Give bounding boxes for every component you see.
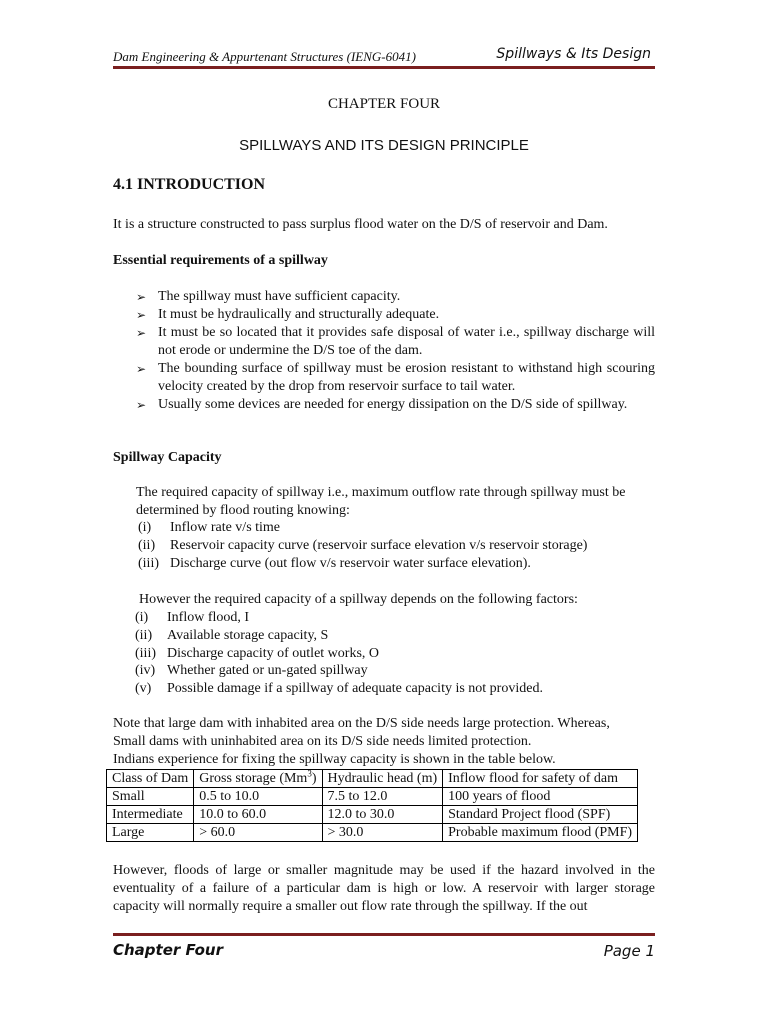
list-item xyxy=(138,537,587,555)
list-text: Inflow rate v/s time xyxy=(170,520,281,535)
list-item xyxy=(138,555,587,573)
table-header-cell: Class of Dam xyxy=(107,770,194,788)
table-cell: 0.5 to 10.0 xyxy=(194,788,322,806)
note-paragraph xyxy=(113,715,658,769)
closing-paragraph: However, floods of large or smaller magnitude may be used if the hazard involved in the eventuality of a failure of a particular dam is high or low. A reservoir with larger storage capacity will normally require a smaller out flow rate through the spillway. If the out xyxy=(113,863,655,914)
list-number: (ii) xyxy=(135,627,153,643)
list-item: ➢ The spillway must have sufficient capacity. xyxy=(136,288,655,306)
list-text: Inflow flood, I xyxy=(167,610,250,625)
header-course-title: Dam Engineering & Appurtenant Structures (IENG-6041) xyxy=(113,49,416,64)
table-header-row xyxy=(107,770,638,788)
capacity-paragraph: The required capacity of spillway i.e., maximum outflow rate through spillway must be determined by flood routing knowing: xyxy=(136,485,626,518)
table-header-cell: Gross storage (Mm$^3$) xyxy=(194,770,322,788)
list-number: (iii) xyxy=(138,555,159,571)
note-line: Small dams with uninhabited area on its D/S side needs limited protection. xyxy=(113,734,532,749)
table-row xyxy=(107,788,638,806)
footer-rule xyxy=(113,933,655,936)
intro-text: It is a structure constructed to pass surplus flood water on the D/S of reservoir and Dam. xyxy=(113,217,608,232)
list-text: Whether gated or un-gated spillway xyxy=(167,663,368,679)
table-cell: Probable maximum flood (PMF) xyxy=(443,824,638,842)
spillway-capacity-heading: Spillway Capacity xyxy=(113,450,222,465)
table-row xyxy=(107,824,638,842)
header-chapter-title: Spillways & Its Design xyxy=(496,46,651,62)
list-number: (iii) xyxy=(135,645,156,661)
list-item xyxy=(135,645,543,663)
list-text: Reservoir capacity curve (reservoir surface elevation v/s reservoir storage) xyxy=(170,537,588,553)
table-cell: Large xyxy=(107,824,194,842)
note-line: Note that large dam with inhabited area on the D/S side needs large protection. Whereas, xyxy=(113,716,610,731)
section-heading: 4.1 INTRODUCTION xyxy=(113,176,266,193)
list-number: (i) xyxy=(135,610,149,625)
table-cell: Standard Project flood (SPF) xyxy=(443,806,638,824)
factors-list xyxy=(135,609,543,698)
list-number: (v) xyxy=(135,681,152,697)
table-cell: Small xyxy=(107,788,194,806)
list-item: ➢ It must be hydraulically and structurally adequate. xyxy=(136,306,655,324)
footer-chapter: Chapter Four xyxy=(113,941,223,959)
list-text: Available storage capacity, S xyxy=(167,627,329,643)
factors-intro: However the required capacity of a spillway depends on the following factors: xyxy=(139,592,578,607)
list-text: Discharge curve (out flow v/s reservoir water surface elevation). xyxy=(170,555,531,571)
table-header-cell: Inflow flood for safety of dam xyxy=(443,770,638,788)
flood-routing-list xyxy=(138,519,587,572)
table-header-cell: Hydraulic head (m) xyxy=(322,770,443,788)
spillway-capacity-table xyxy=(106,769,638,842)
chapter-subtitle: SPILLWAYS AND ITS DESIGN PRINCIPLE xyxy=(239,137,529,154)
list-number: (i) xyxy=(138,520,152,535)
table-cell: 12.0 to 30.0 xyxy=(322,806,443,824)
table-cell: Intermediate xyxy=(107,806,194,824)
list-item: ➢ It must be so located that it provides safe disposal of water i.e., spillway discharge will not erode or undermine the D/S toe of the dam. xyxy=(136,324,655,360)
list-item xyxy=(135,680,543,698)
list-text: Discharge capacity of outlet works, O xyxy=(167,645,380,661)
table-cell: > 60.0 xyxy=(194,824,322,842)
list-item xyxy=(135,662,543,680)
running-header xyxy=(113,46,655,64)
list-text: Possible damage if a spillway of adequate capacity is not provided. xyxy=(167,681,543,697)
table-cell: 7.5 to 12.0 xyxy=(322,788,443,806)
chapter-title: CHAPTER FOUR xyxy=(327,96,441,112)
note-line: Indians experience for fixing the spillway capacity is shown in the table below. xyxy=(113,752,556,767)
list-item: ➢ The bounding surface of spillway must be erosion resistant to withstand high scouring velocity created by the drop from reservoir surface to tail water. xyxy=(136,360,655,396)
footer-page-number: Page 1 xyxy=(603,942,655,960)
table-row xyxy=(107,806,638,824)
list-item xyxy=(138,519,587,537)
list-number: (iv) xyxy=(135,663,156,679)
essential-requirements-heading: Essential requirements of a spillway xyxy=(113,253,328,268)
requirements-list xyxy=(136,288,655,414)
table-cell: 10.0 to 60.0 xyxy=(194,806,322,824)
table-cell: > 30.0 xyxy=(322,824,443,842)
list-item xyxy=(135,609,543,627)
header-rule xyxy=(113,66,655,69)
list-item: ➢ Usually some devices are needed for energy dissipation on the D/S side of spillway. xyxy=(136,396,655,414)
list-number: (ii) xyxy=(138,537,156,553)
table-cell: 100 years of flood xyxy=(443,788,638,806)
list-item xyxy=(135,627,543,645)
